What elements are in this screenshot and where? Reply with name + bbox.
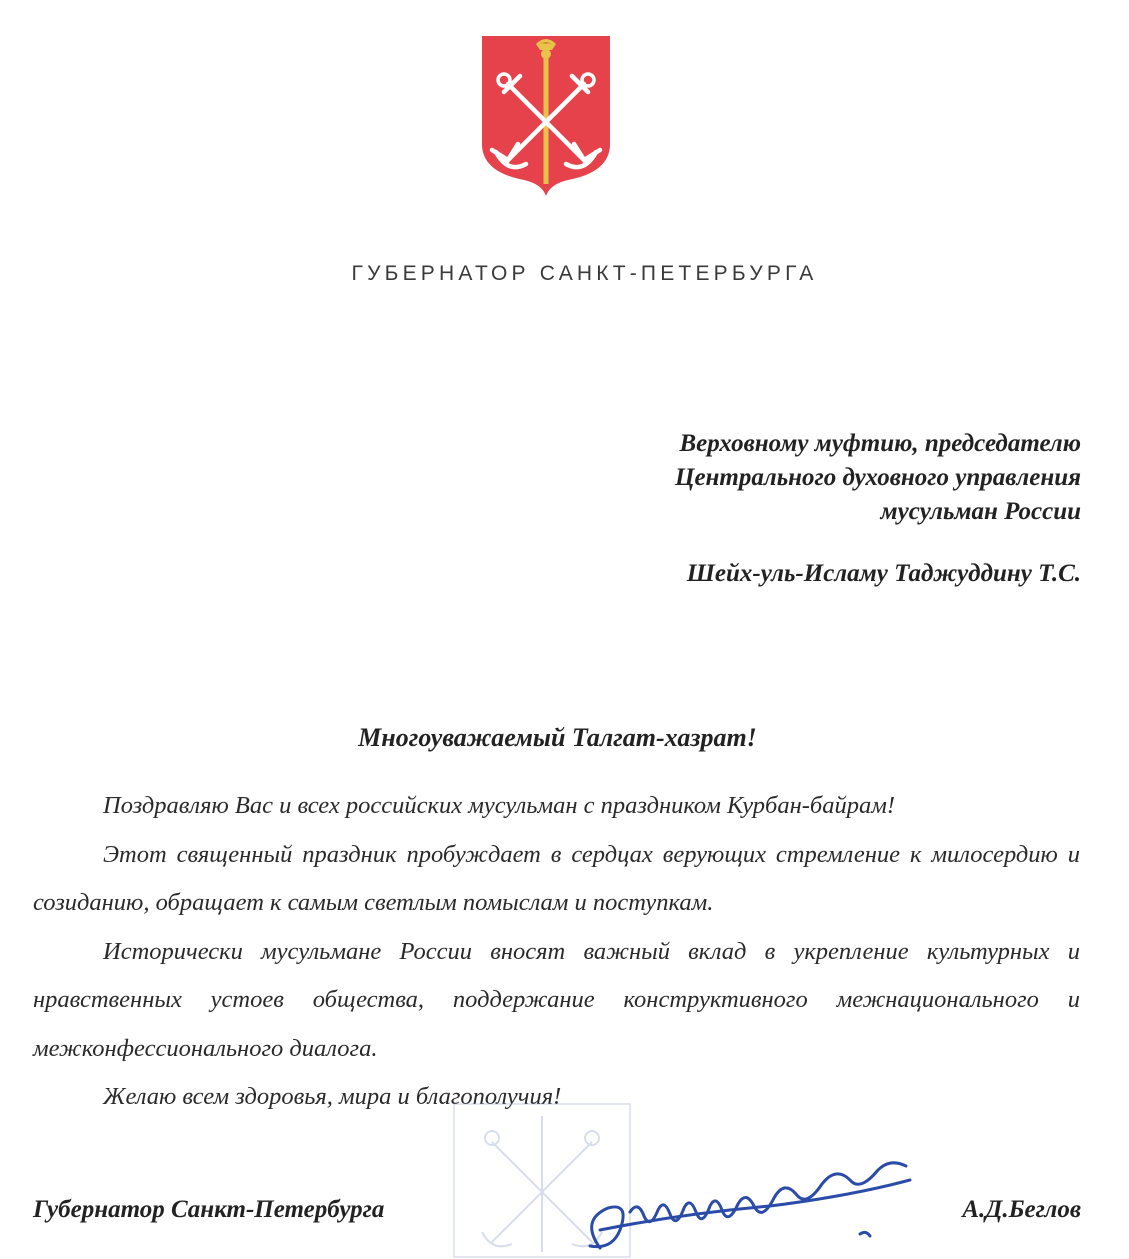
handwritten-signature-icon: [560, 1150, 930, 1255]
coat-of-arms-icon: [480, 34, 612, 196]
body-paragraph: Желаю всем здоровья, мира и благополучия!: [103, 1083, 562, 1110]
addressee-block: [675, 427, 1081, 529]
addressee-name: Шейх-уль-Исламу Таджуддину Т.С.: [686, 560, 1081, 587]
addressee-line: Верховному муфтию, председателю: [679, 430, 1081, 457]
body-paragraph: Этот священный праздник пробуждает в сердцах верующих стремление к милосердию и созиданию, обращает к самым светлым помыслам и поступкам.: [33, 840, 1080, 916]
body-paragraph: Исторически мусульмане России вносят важный вклад в укрепление культурных и нравственных устоев общества, поддержание конструктивного межнационального и межконфессионального диалога.: [33, 937, 1080, 1062]
letterhead-title: ГУБЕРНАТОР САНКТ-ПЕТЕРБУРГА: [351, 262, 818, 285]
addressee-line: мусульман России: [880, 498, 1081, 525]
letter-body: [33, 782, 1080, 1122]
signatory-title: Губернатор Санкт-Петербурга: [33, 1196, 385, 1223]
signatory-name: А.Д.Беглов: [962, 1196, 1081, 1223]
addressee-line: Центрального духовного управления: [675, 464, 1081, 491]
body-paragraph: Поздравляю Вас и всех российских мусульман с праздником Курбан-байрам!: [103, 792, 896, 819]
salutation: Многоуважаемый Талгат-хазрат!: [358, 723, 757, 752]
